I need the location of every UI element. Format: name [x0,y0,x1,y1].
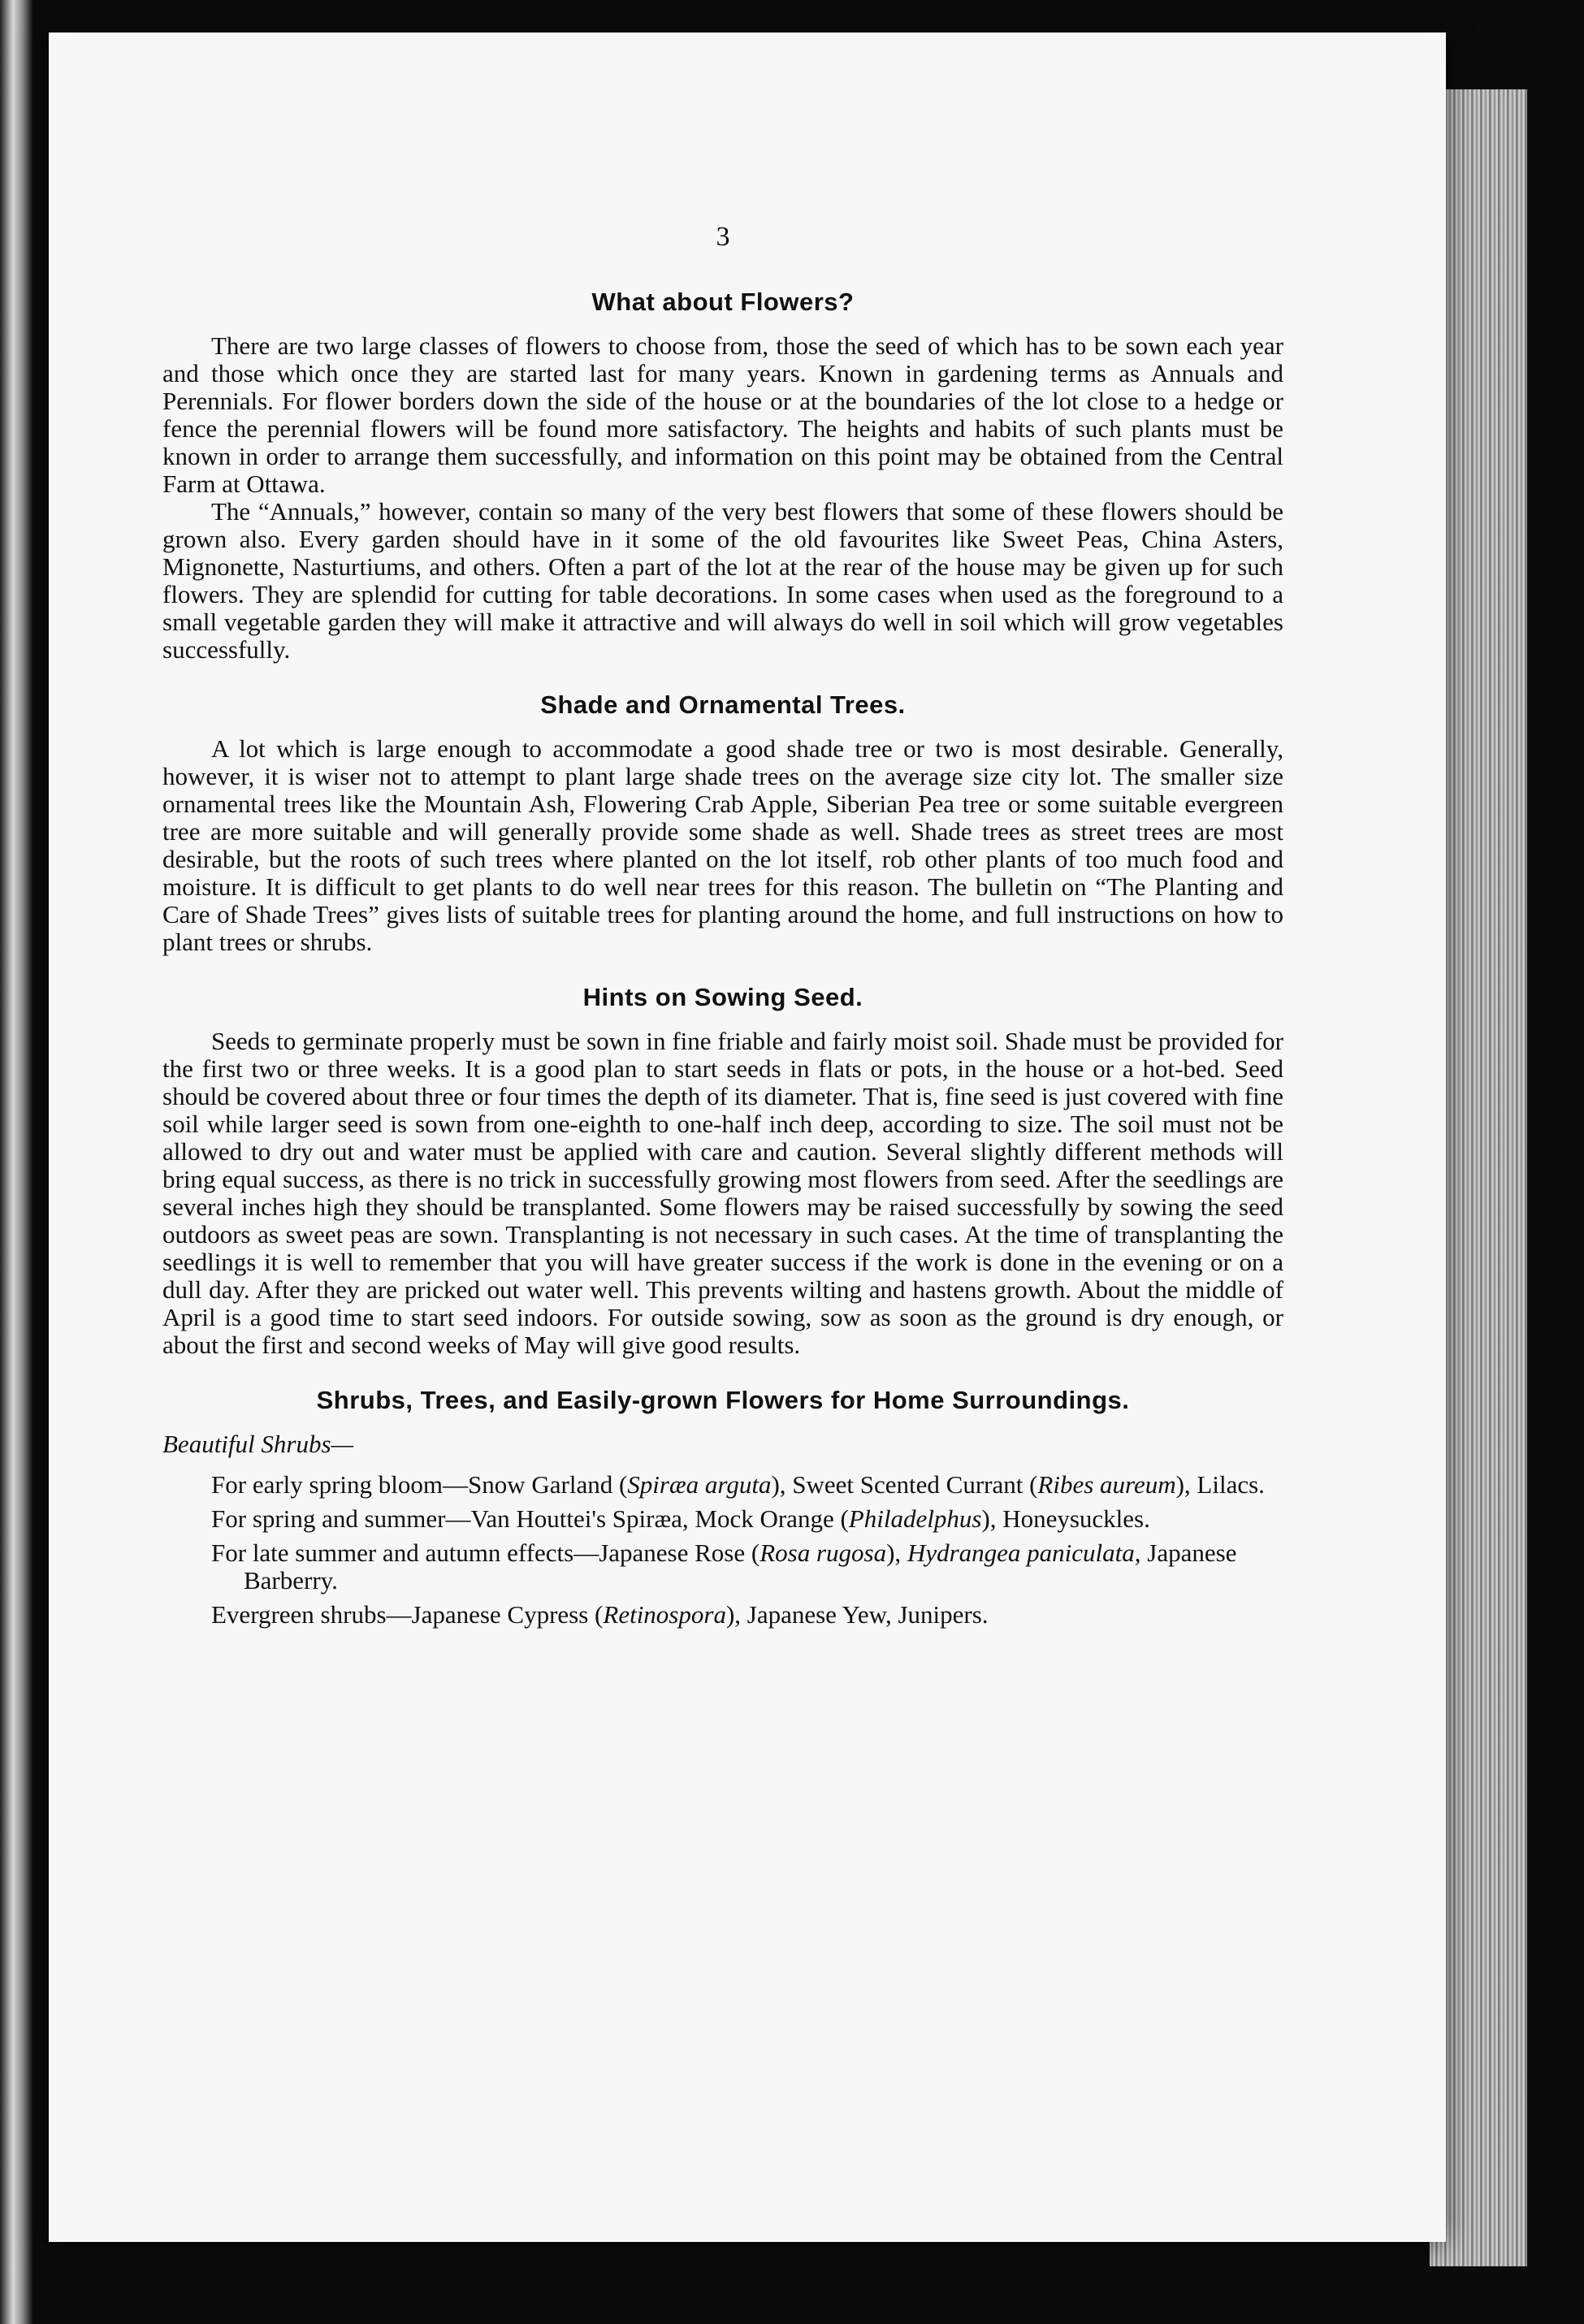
page-number: 3 [716,222,730,252]
shrub-list [162,1471,1283,1629]
section-title-sowing-seed: Hints on Sowing Seed. [582,983,863,1011]
page-content [162,223,1283,1635]
section-title-flowers: What about Flowers? [591,288,855,316]
list-item: For early spring bloom—Snow Garland (Spiræa arguta), Sweet Scented Currant (Ribes aureum), Lilacs. [211,1470,1265,1499]
left-binding-edge [0,0,32,2324]
paragraph: Seeds to germinate properly must be sown in fine friable and fairly moist soil. Shade must be provided for the first two or three weeks. It is a good plan to start seeds in flats or pots, in the house or a hot-bed. Seed should be covered about three or four times the depth of its diameter. That is, fine seed is just covered with fine soil while larger seed is sown from one-eighth to one-half inch deep, according to size. The soil must not be allowed to dry out and water must be applied with care and caution. Several slightly different methods will bring equal success, as there is no trick in successfully growing most flowers from seed. After the seedlings are several inches high they should be transplanted. Some flowers may be raised successfully by sowing the seed outdoors as sweet peas are sown. Transplanting is not necessary in such cases. At the time of transplanting the seedlings it is well to remember that you will have greater success if the work is done in the evening or on a dull day. After they are pricked out water well. This prevents wilting and hastens growth. About the middle of April is a good time to start seed indoors. For outside sowing, sow as soon as the ground is dry enough, or about the first and second weeks of May will give good results. [162,1027,1283,1359]
paragraph: A lot which is large enough to accommodate a good shade tree or two is most desirable. Generally, however, it is wiser not to attempt to plant large shade trees on the average size city lot. The smaller size ornamental trees like the Mountain Ash, Flowering Crab Apple, Siberian Pea tree or some suitable evergreen tree are more suitable and will generally provide some shade as well. Shade trees as street trees are most desirable, but the roots of such trees where planted on the lot itself, rob other plants of too much food and moisture. It is difficult to get plants to do well near trees for this reason. The bulletin on “The Planting and Care of Shade Trees” gives lists of suitable trees for planting around the home, and full instructions on how to plant trees or shrubs. [162,734,1283,956]
paragraph: The “Annuals,” however, contain so many of the very best flowers that some of these flowers should be grown also. Every garden should have in it some of the old favourites like Sweet Peas, China Asters, Mignonette, Nasturtiums, and others. Often a part of the lot at the rear of the house may be given up for such flowers. They are splendid for cutting for table decorations. In some cases when used as the foreground to a small vegetable garden they will make it attractive and will always do well in soil which will grow vegetables successfully. [162,497,1283,664]
subheading-beautiful-shrubs: Beautiful Shrubs— [162,1430,354,1458]
section-title-shrubs: Shrubs, Trees, and Easily-grown Flowers for Home Surroundings. [316,1386,1130,1414]
section-title-shade-trees: Shade and Ornamental Trees. [540,690,906,719]
list-item: For late summer and autumn effects—Japanese Rose (Rosa rugosa), Hydrangea paniculata, Japanese Barberry. [211,1539,1237,1595]
book-page [49,32,1446,2242]
list-item: For spring and summer—Van Houttei's Spiræa, Mock Orange (Philadelphus), Honeysuckles. [211,1504,1150,1533]
list-item: Evergreen shrubs—Japanese Cypress (Retinospora), Japanese Yew, Junipers. [211,1600,989,1629]
paragraph: There are two large classes of flowers to choose from, those the seed of which has to be sown each year and those which once they are started last for many years. Known in gardening terms as Annuals and Perennials. For flower borders down the side of the house or at the boundaries of the lot close to a hedge or fence the perennial flowers will be found more satisfactory. The heights and habits of such plants must be known in order to arrange them successfully, and information on this point may be obtained from the Central Farm at Ottawa. [162,331,1283,498]
